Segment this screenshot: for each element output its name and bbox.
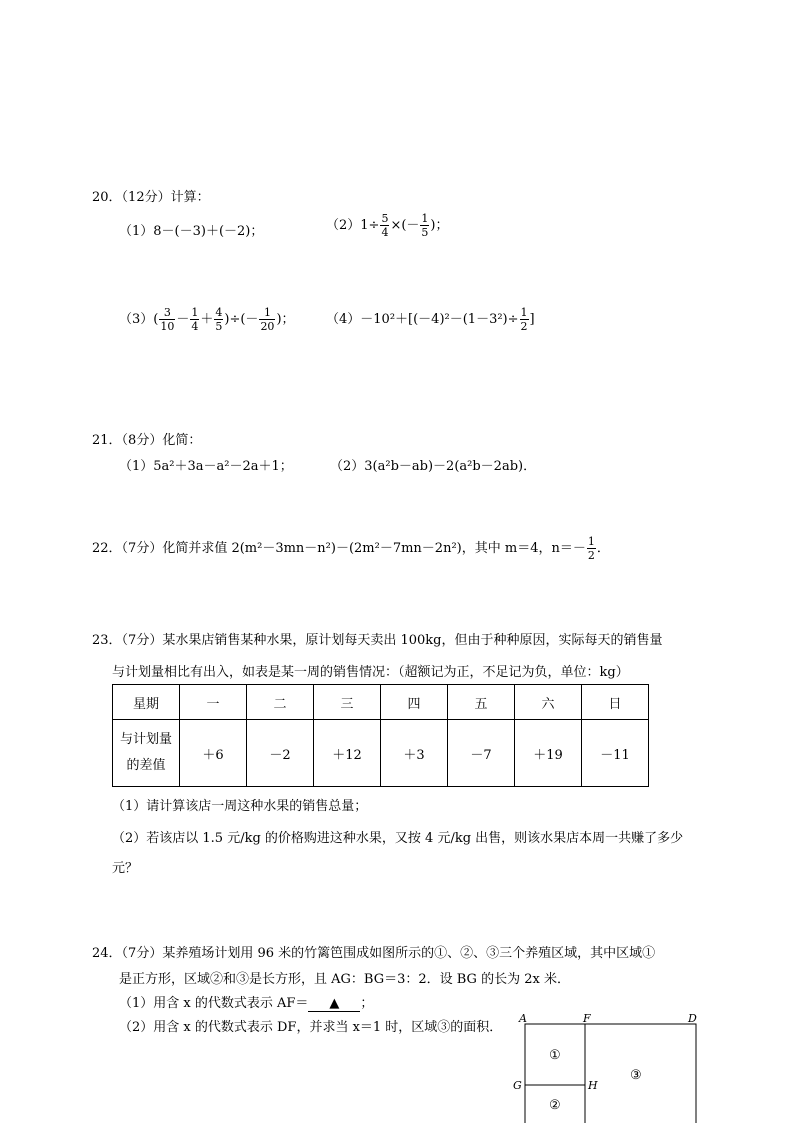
table-day-cell: 三 <box>314 685 381 720</box>
table-row-label-line2: 的差值 <box>126 758 166 773</box>
q21-part2-label: （2） <box>330 459 365 474</box>
q20-part2-fraction-1: $\frac{5}{4}$ <box>381 212 389 239</box>
q22-fraction: $\frac{1}{2}$ <box>587 535 595 562</box>
point-label-g: G <box>513 1079 522 1092</box>
q21-part1-label: （1） <box>119 459 154 474</box>
table-day-cell: 四 <box>381 685 448 720</box>
table-day-cell: 六 <box>515 685 582 720</box>
q24-sub1-text: （1）用含 x 的代数式表示 AF＝ <box>119 996 309 1011</box>
table-row <box>113 720 649 787</box>
q23-sub2-line2: 元？ <box>112 861 139 876</box>
table-header-row <box>113 685 649 720</box>
q20-part4-expression: －10²＋[(－4)²－(1－3²)÷ <box>360 312 519 327</box>
point-label-h: H <box>588 1079 598 1092</box>
q22-statement: 22．（7分）化简并求值 2(m²－3mn－n²)－(2m²－7mn－2n²)，其中 m＝4，n＝－ <box>92 541 586 556</box>
table-header-label: 星期 <box>113 685 180 720</box>
table-value-cell: ＋3 <box>381 720 448 787</box>
table-value-cell: －2 <box>247 720 314 787</box>
table-day-cell: 日 <box>582 685 649 720</box>
q20-part3-fraction-2: $\frac{1}{4}$ <box>191 306 199 333</box>
q20-part3 <box>119 306 295 333</box>
q20-part2-label: （2） <box>326 218 361 233</box>
q20-part1 <box>119 220 263 239</box>
q24-sub2: （2）用含 x 的代数式表示 DF，并求当 x＝1 时，区域③的面积． <box>119 1020 503 1035</box>
q21-heading: 21．（8分）化简： <box>92 433 202 448</box>
q20-part3-label: （3） <box>119 312 154 327</box>
sales-table <box>112 684 649 787</box>
q20-part3-minus: － <box>176 312 190 327</box>
q20-part3-fraction-3: $\frac{4}{5}$ <box>215 306 223 333</box>
q24-sub1-end: ； <box>360 996 374 1011</box>
q22-text <box>92 535 610 562</box>
table-value-cell: ＋19 <box>515 720 582 787</box>
table-day-cell: 五 <box>448 685 515 720</box>
table-value-cell: －11 <box>582 720 649 787</box>
q20-part4-end: ] <box>529 312 535 327</box>
q20-part2-expr-a: 1÷ <box>360 218 380 233</box>
q20-part4 <box>326 306 535 333</box>
q23-line2: 与计划量相比有出入，如表是某一周的销售情况：（超额记为正，不足记为负，单位：kg） <box>112 665 629 680</box>
q24-line1: 24．（7分）某养殖场计划用 96 米的竹篱笆围成如图所示的①、②、③三个养殖区域，其中区域① <box>92 946 656 961</box>
q20-part1-expression: 8－(－3)＋(－2)； <box>153 224 264 239</box>
point-label-f: F <box>583 1012 591 1025</box>
q21-part2 <box>330 455 536 474</box>
table-value-cell: ＋12 <box>314 720 381 787</box>
region-2-label: ② <box>549 1098 561 1113</box>
q21-part1 <box>119 455 293 474</box>
q20-part2-fraction-2: $\frac{1}{5}$ <box>421 212 429 239</box>
q21-part2-expression: 3(a²b－ab)－2(a²b－2ab)． <box>364 459 537 474</box>
q20-part3-fraction-4: $\frac{1}{20}$ <box>260 306 275 333</box>
point-label-d: D <box>688 1012 697 1025</box>
q20-part2 <box>326 212 449 239</box>
table-day-cell: 二 <box>247 685 314 720</box>
q20-part3-fraction-1: $\frac{3}{10}$ <box>160 306 175 333</box>
table-value-cell: －7 <box>448 720 515 787</box>
q23-sub2-line1: （2）若该店以 1.5 元/kg 的价格购进这种水果，又按 4 元/kg 出售，则该水果店本周一共赚了多少 <box>112 831 684 846</box>
region-3-label: ③ <box>630 1068 642 1083</box>
q20-part3-expr-a: ( <box>153 312 159 327</box>
q20-part1-label: （1） <box>119 224 154 239</box>
q20-part2-expr-b: ×(－ <box>390 218 420 233</box>
fence-figure <box>510 1010 710 1123</box>
q20-part4-fraction: $\frac{1}{2}$ <box>520 306 528 333</box>
point-label-a: A <box>519 1012 527 1025</box>
q20-part3-expr-c: )； <box>276 312 295 327</box>
q23-sub1: （1）请计算该店一周这种水果的销售总量； <box>112 799 368 814</box>
table-row-label <box>113 720 180 787</box>
q24-line2: 是正方形，区域②和③是长方形，且 AG：BG＝3：2．设 BG 的长为 2x 米． <box>119 972 570 987</box>
q20-part2-expr-c: )； <box>430 218 449 233</box>
q22-end: ． <box>596 541 610 556</box>
q20-heading: 20．（12分）计算： <box>92 190 210 205</box>
table-row-label-line1: 与计划量 <box>119 732 172 747</box>
q20-part4-label: （4） <box>326 312 361 327</box>
region-1-label: ① <box>549 1048 561 1063</box>
q20-part3-plus: ＋ <box>200 312 214 327</box>
q23-line1: 23．（7分）某水果店销售某种水果，原计划每天卖出 100kg，但由于种种原因，实际每天的销售量 <box>92 633 663 648</box>
table-value-cell: ＋6 <box>180 720 247 787</box>
answer-blank: ▲ <box>308 996 360 1012</box>
table-day-cell: 一 <box>180 685 247 720</box>
q21-part1-expression: 5a²＋3a－a²－2a＋1； <box>153 459 293 474</box>
q20-part3-expr-b: )÷(－ <box>224 312 259 327</box>
q24-sub1 <box>119 992 373 1012</box>
